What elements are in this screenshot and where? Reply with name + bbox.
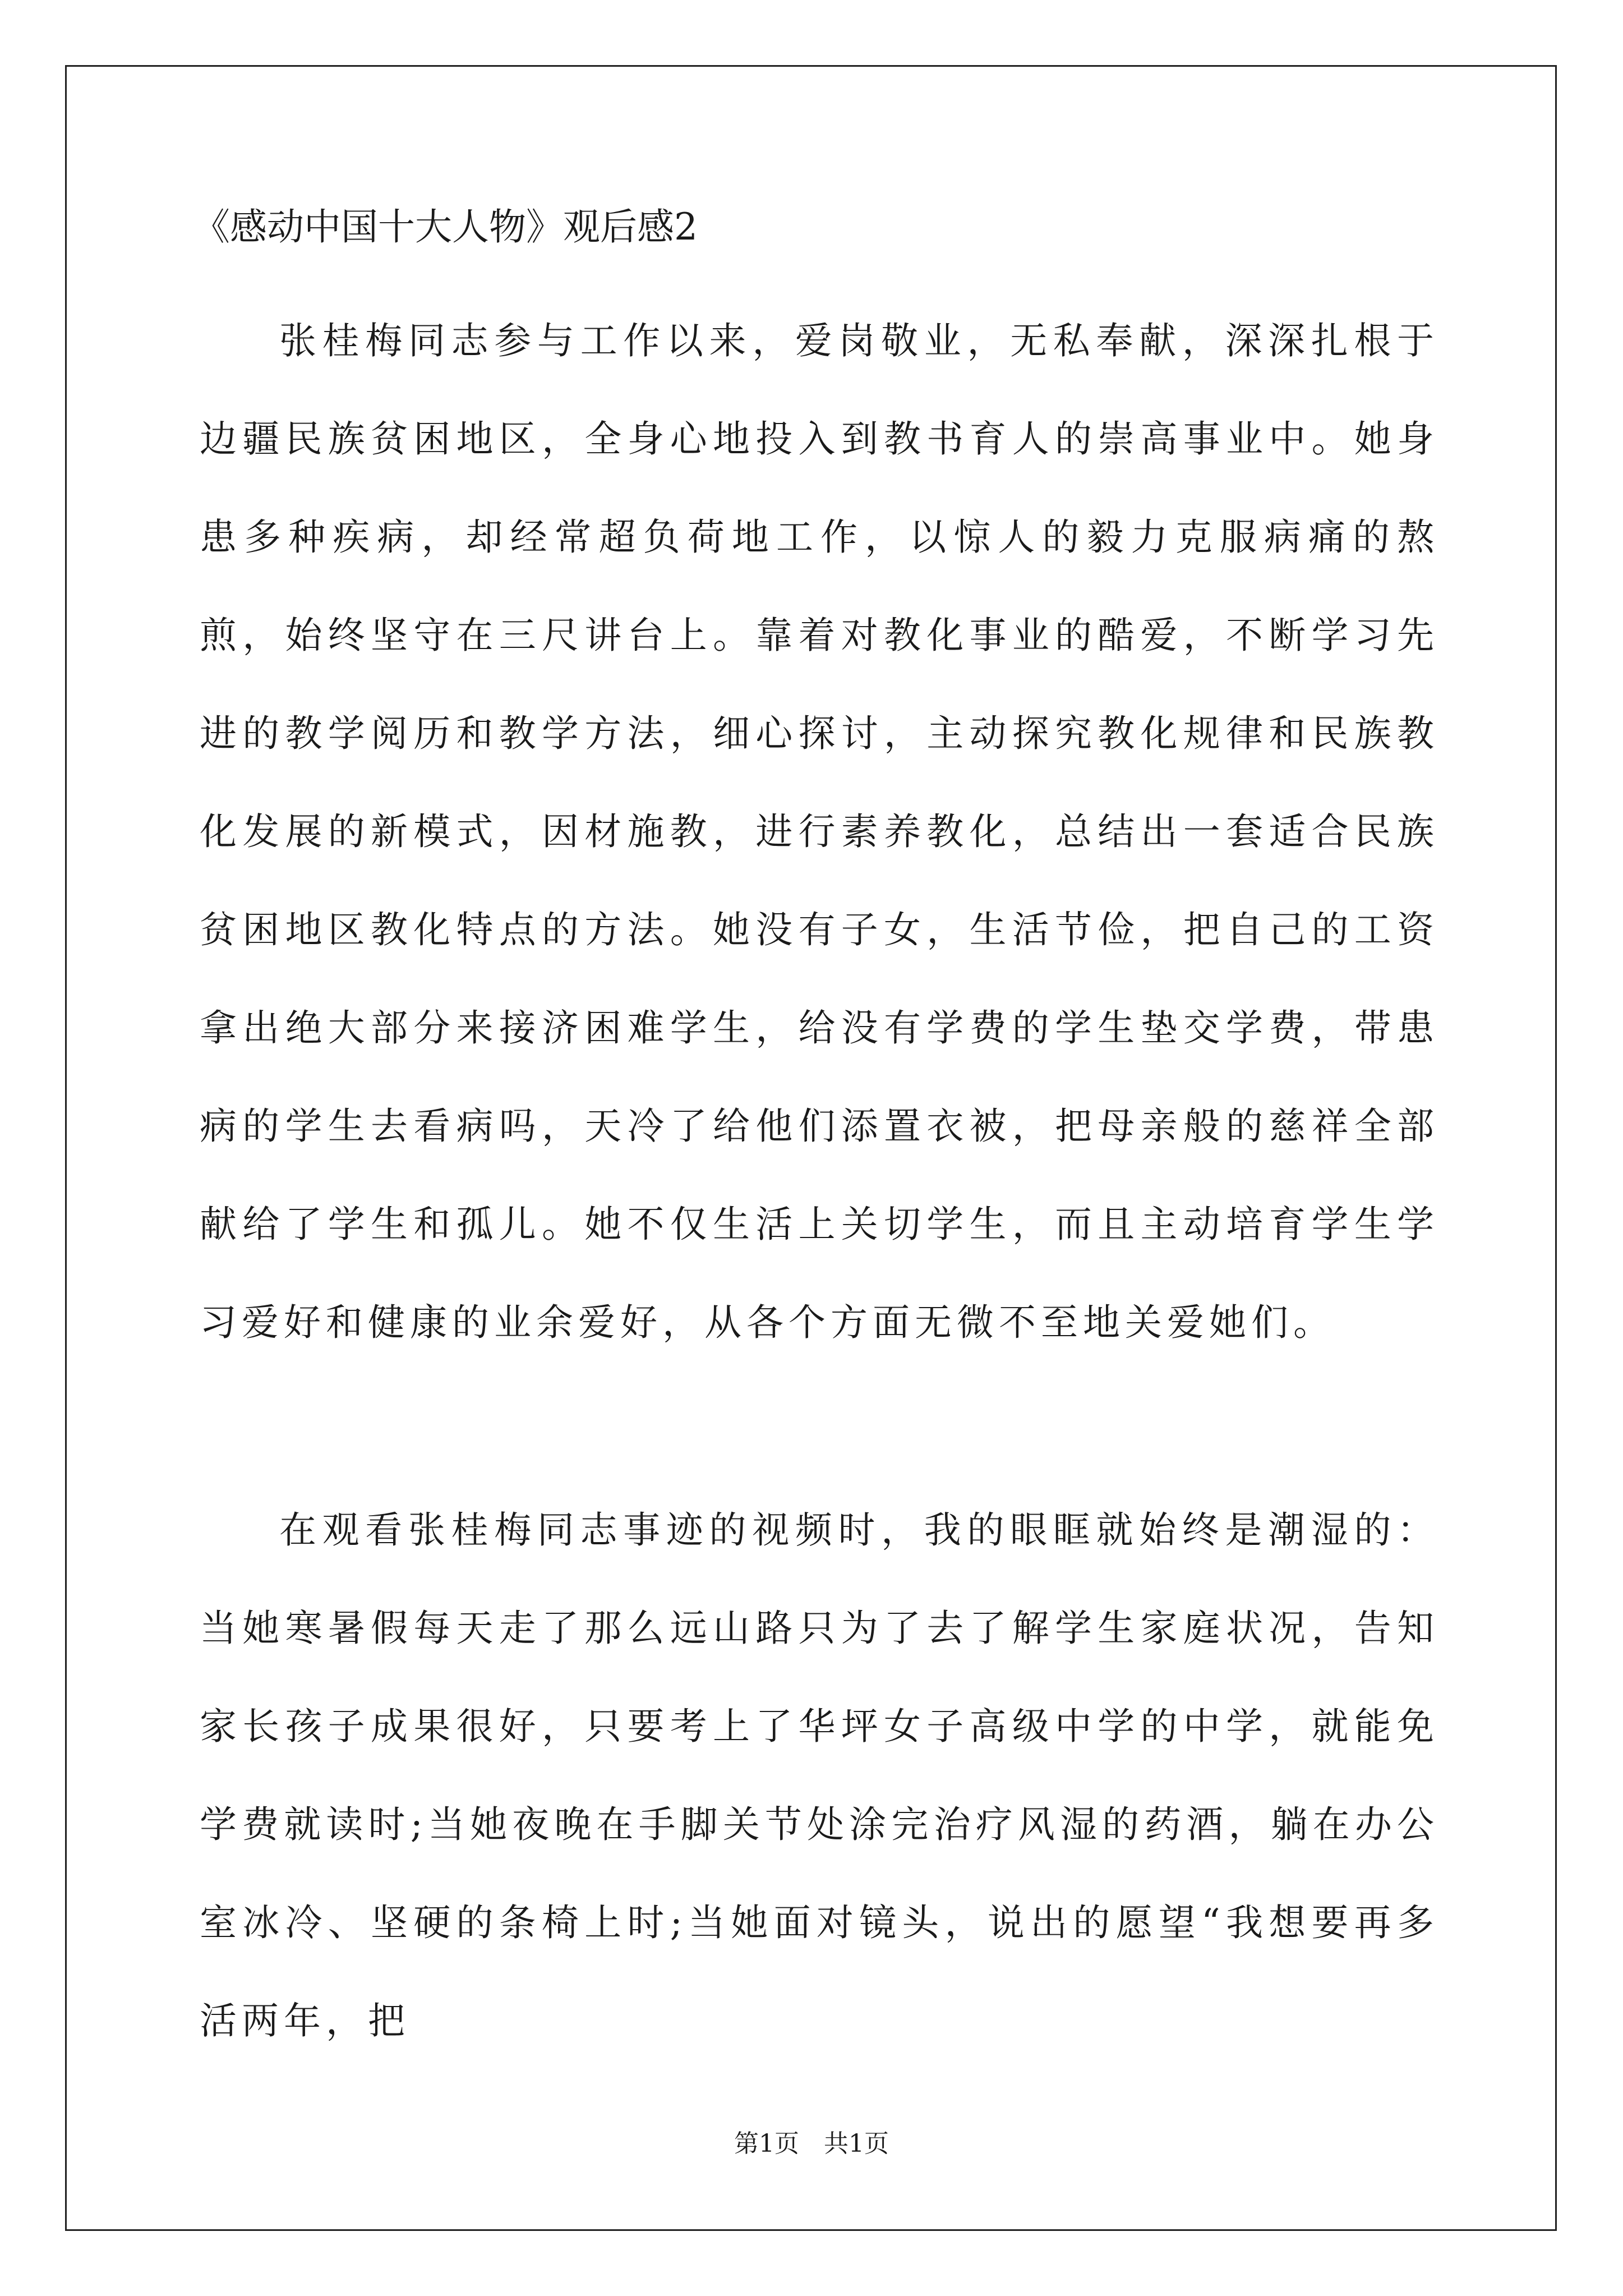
paragraph-1: 张桂梅同志参与工作以来，爱岗敬业，无私奉献，深深扎根于边疆民族贫困地区，全身心地投入到教书育人的崇高事业中。她身患多种疾病，却经常超负荷地工作，以惊人的毅力克服病痛的熬煎，始终坚守在三尺讲台上。靠着对教化事业的酷爱，不断学习先进的教学阅历和教学方法，细心探讨，主动探究教化规律和民族教化发展的新模式，因材施教，进行素养教化，总结出一套适合民族贫困地区教化特点的方法。她没有子女，生活节俭，把自己的工资拿出绝大部分来接济困难学生，给没有学费的学生垫交学费，带患病的学生去看病吗，天冷了给他们添置衣被，把母亲般的慈祥全部献给了学生和孤儿。她不仅生活上关切学生，而且主动培育学生学习爱好和健康的业余爱好，从各个方面无微不至地关爱她们。 <box>200 319 1439 1344</box>
paragraph-2: 在观看张桂梅同志事迹的视频时，我的眼眶就始终是潮湿的：当她寒暑假每天走了那么远山路只为了去了解学生家庭状况，告知家长孩子成果很好，只要考上了华坪女子高级中学的中学，就能免学费就读时;当她夜晚在手脚关节处涂完治疗风湿的药酒，躺在办公室冰冷、坚硬的条椅上时;当她面对镜头，说出的愿望“我想要再多活两年，把 <box>200 1508 1439 2042</box>
page-footer: 第1页 共1页 <box>734 2129 889 2158</box>
document-title: 《感动中国十大人物》观后感2 <box>193 205 698 249</box>
